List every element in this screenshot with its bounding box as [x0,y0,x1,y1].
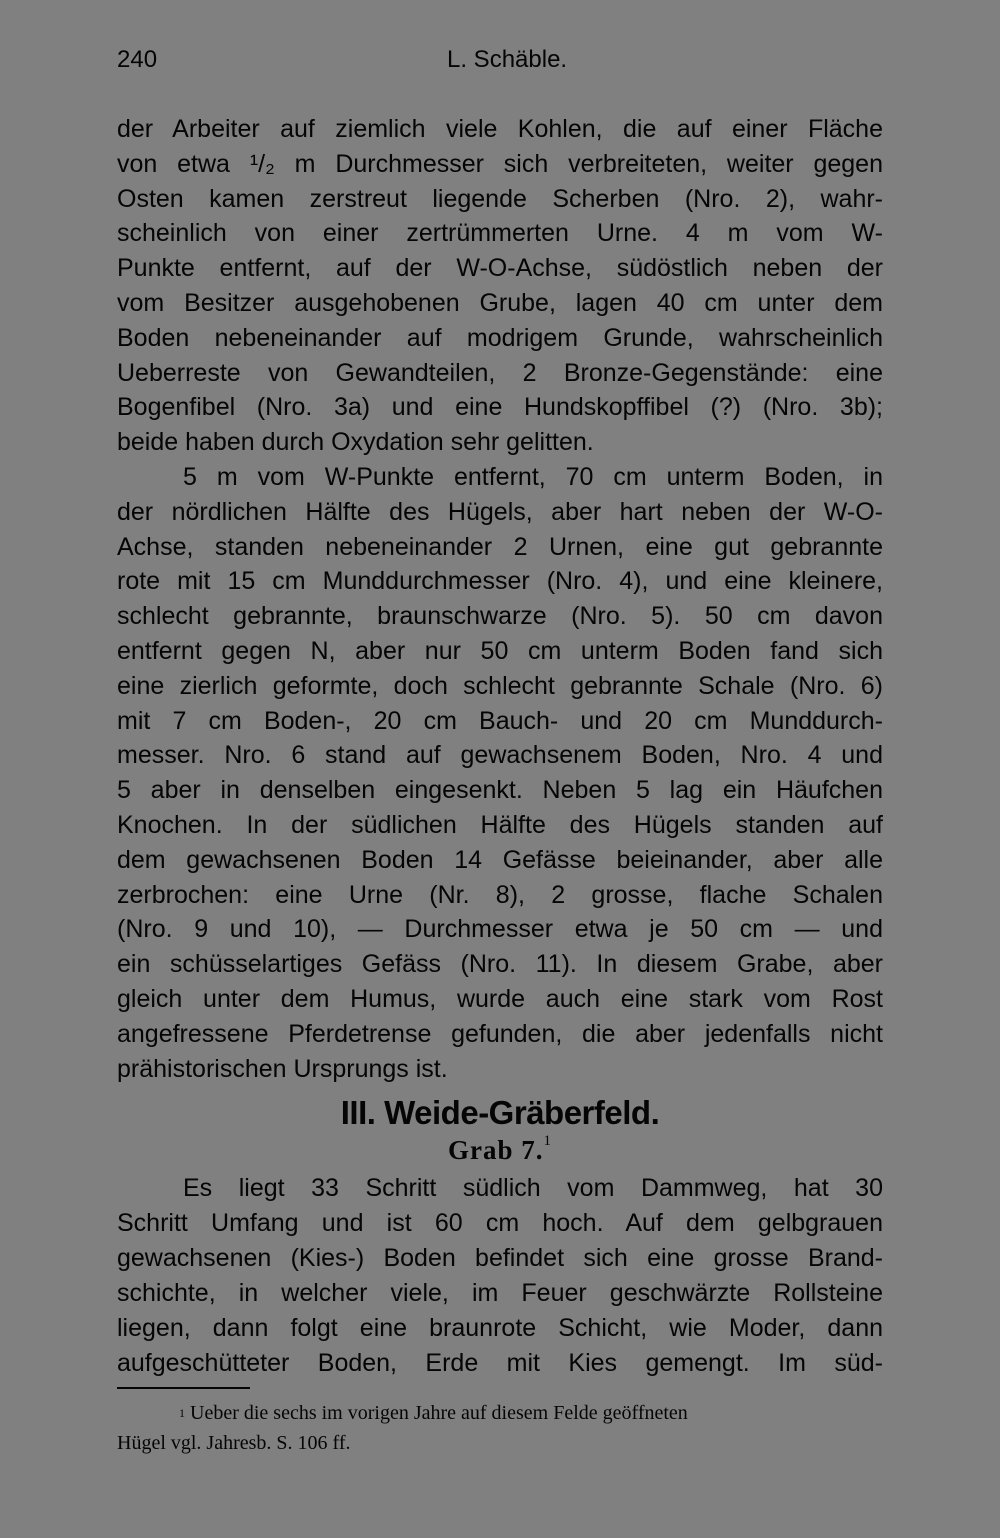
running-head-author: L. Schäble. [447,46,568,73]
text-line: der Arbeiter auf ziemlich viele Kohlen, die auf einer Fläche [117,115,883,143]
footnote [117,1398,883,1458]
text-line: messer. Nro. 6 stand auf gewachsenem Boden, Nro. 4 und [117,741,883,770]
text-line: ein schüsselartiges Gefäss (Nro. 11). In diesem Grabe, aber [117,950,883,979]
text-line: angefressene Pferdetrense gefunden, die aber jedenfalls nicht [117,1019,883,1048]
footnote-line [117,1398,883,1428]
text-line: liegen, dann folgt eine braunrote Schicht, wie Moder, dann [117,1314,883,1342]
text-line: mit 7 cm Boden-, 20 cm Bauch- und 20 cm Munddurch- [117,706,883,735]
footnote-text-line-2: Hügel vgl. Jahresb. S. 106 ff. [117,1432,351,1454]
footnote-reference: 1 [543,1133,552,1149]
text-line: schlecht gebrannte, braunschwarze (Nro. 5). 50 cm davon [117,602,883,631]
text-line: Achse, standen nebeneinander 2 Urnen, eine gut gebrannte [117,532,883,561]
section-heading: III. Weide-Gräberfeld. [340,1094,660,1131]
text-line: scheinlich von einer zertrümmerten Urne. 4 m vom W- [117,219,883,248]
text-line: der nördlichen Hälfte des Hügels, aber hart neben der W-O- [117,497,883,526]
text-line: aufgeschütteter Boden, Erde mit Kies gemengt. Im süd- [117,1349,883,1377]
page-number: 240 [117,46,158,73]
footnote-divider [117,1387,250,1389]
text-line: vom Besitzer ausgehobenen Grube, lagen 40 cm unter dem [117,288,883,317]
text-line: dem gewachsenen Boden 14 Gefässe beieinander, aber alle [117,845,883,874]
text-line: Es liegt 33 Schritt südlich vom Dammweg, hat 30 [183,1174,883,1202]
grave-heading-text: Grab 7. [447,1135,544,1165]
running-head [117,46,883,82]
text-line: Bogenfibel (Nro. 3a) und eine Hundskopffibel (?) (Nro. 3b); [117,393,883,422]
text-line: Punkte entfernt, auf der W-O-Achse, südöstlich neben der [117,254,883,283]
footnote-marker: 1 [179,1406,185,1420]
text-line: schichte, in welcher viele, im Feuer geschwärzte Rollsteine [117,1279,883,1307]
body-text-top [117,112,883,1086]
body-text-bottom [117,1171,883,1381]
text-line: prähistorischen Ursprungs ist. [117,1054,448,1083]
text-line: (Nro. 9 und 10), — Durchmesser etwa je 50 cm — und [117,915,883,944]
text-line: gleich unter dem Humus, wurde auch eine stark vom Rost [117,984,883,1013]
text-line: von etwa ¹/₂ m Durchmesser sich verbreiteten, weiter gegen [117,149,883,178]
text-line: eine zierlich geformte, doch schlecht gebrannte Schale (Nro. 6) [117,671,883,700]
text-line: 5 m vom W-Punkte entfernt, 70 cm unterm Boden, in [183,462,883,491]
text-line: 5 aber in denselben eingesenkt. Neben 5 lag ein Häufchen [117,776,883,805]
text-line: Boden nebeneinander auf modrigem Grunde, wahrscheinlich [117,323,883,352]
text-line: Schritt Umfang und ist 60 cm hoch. Auf dem gelbgrauen [117,1209,883,1237]
text-line: beide haben durch Oxydation sehr gelitten. [117,428,594,457]
text-line: zerbrochen: eine Urne (Nr. 8), 2 grosse, flache Schalen [117,880,883,909]
text-line: rote mit 15 cm Munddurchmesser (Nro. 4), und eine kleinere, [117,567,883,596]
grave-heading [117,1135,883,1166]
text-line: gewachsenen (Kies-) Boden befindet sich eine grosse Brand- [117,1244,883,1272]
text-line: Osten kamen zerstreut liegende Scherben (Nro. 2), wahr- [117,184,883,213]
text-line: entfernt gegen N, aber nur 50 cm unterm Boden fand sich [117,636,883,665]
footnote-text-line-1: Ueber die sechs im vorigen Jahre auf diesem Felde geöffneten [190,1402,688,1424]
text-line: Knochen. In der südlichen Hälfte des Hügels standen auf [117,810,883,839]
text-line: Ueberreste von Gewandteilen, 2 Bronze-Gegenstände: eine [117,358,883,387]
